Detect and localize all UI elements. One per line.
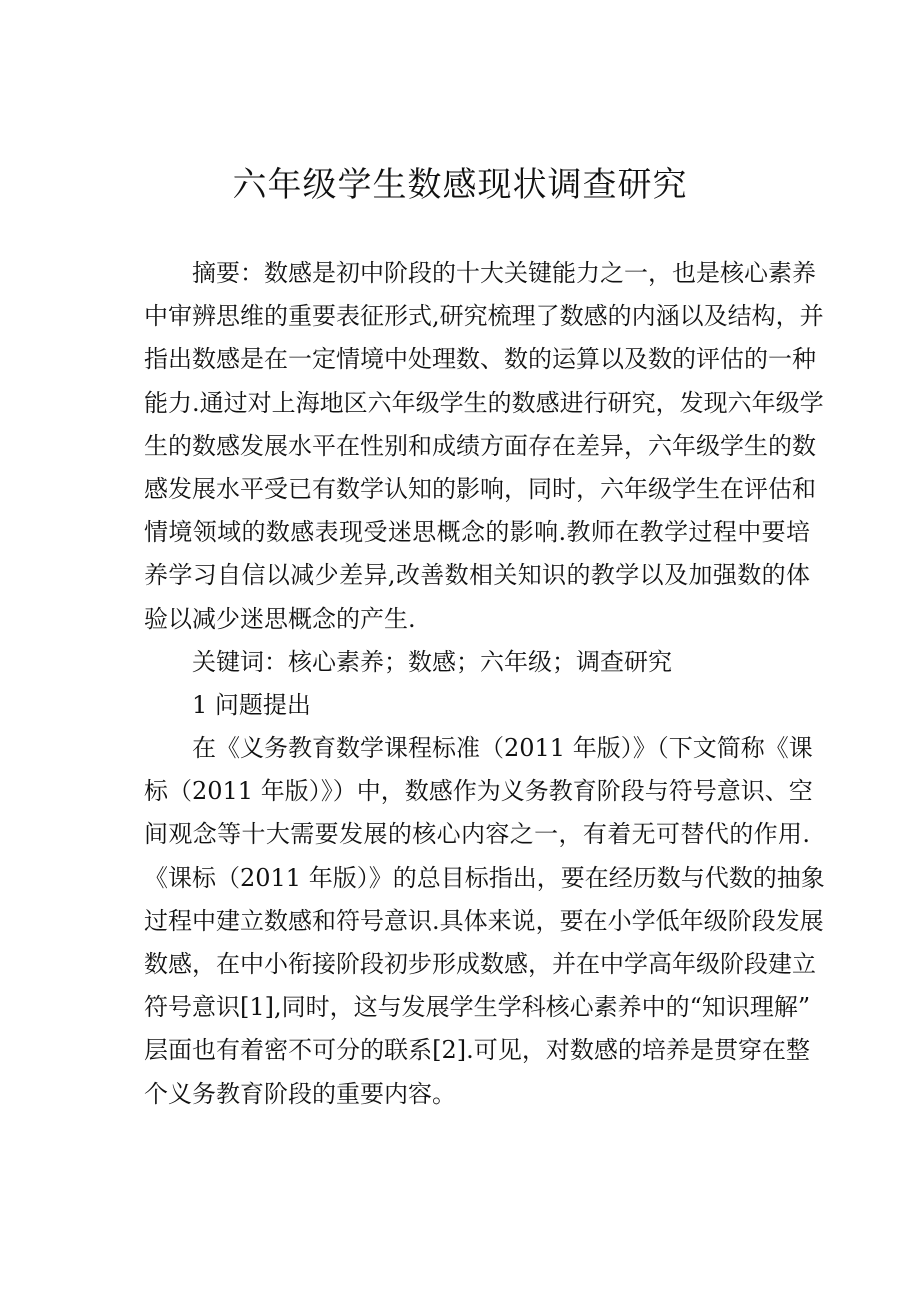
paragraph-line: 过程中建立数感和符号意识.具体来说，要在小学低年级阶段发展 <box>144 906 824 935</box>
paragraph-line: 间观念等十大需要发展的核心内容之一，有着无可替代的作用. <box>144 820 810 849</box>
document-title: 六年级学生数感现状调查研究 <box>232 165 688 205</box>
document-body <box>144 252 825 1116</box>
abstract-line: 生的数感发展水平在性别和成绩方面存在差异，六年级学生的数 <box>144 431 816 460</box>
paragraph-line: 《课标（2011 年版）》的总目标指出，要在经历数与代数的抽象 <box>144 863 825 892</box>
abstract-line: 摘要：数感是初中阶段的十大关键能力之一，也是核心素养 <box>192 259 816 287</box>
abstract-line: 情境领域的数感表现受迷思概念的影响.教师在教学过程中要培 <box>144 518 810 547</box>
paragraph-line: 个义务教育阶段的重要内容。 <box>144 1079 456 1108</box>
abstract-line: 感发展水平受已有数学认知的影响，同时，六年级学生在评估和 <box>144 474 816 503</box>
abstract-line: 养学习自信以减少差异,改善数相关知识的教学以及加强数的体 <box>144 561 810 590</box>
paragraph-line: 在《义务教育数学课程标准（2011 年版）》（下文简称《课 <box>192 734 813 763</box>
paragraph-line: 标（2011 年版）》）中，数感作为义务教育阶段与符号意识、空 <box>144 777 813 806</box>
paragraph-line: 符号意识[1],同时，这与发展学生学科核心素养中的“知识理解” <box>144 993 811 1022</box>
keywords-line: 关键词：核心素养；数感；六年级；调查研究 <box>192 647 672 676</box>
abstract-line: 能力.通过对上海地区六年级学生的数感进行研究，发现六年级学 <box>144 388 824 417</box>
paragraph-line: 层面也有着密不可分的联系[2].可见，对数感的培养是贯穿在整 <box>144 1036 810 1065</box>
paragraph-line: 数感，在中小衔接阶段初步形成数感，并在中学高年级阶段建立 <box>144 950 816 978</box>
abstract-line: 验以减少迷思概念的产生. <box>144 604 416 633</box>
abstract-line: 指出数感是在一定情境中处理数、数的运算以及数的评估的一种 <box>144 345 816 374</box>
section-heading: 1 问题提出 <box>192 690 311 719</box>
abstract-line: 中审辨思维的重要表征形式,研究梳理了数感的内涵以及结构，并 <box>144 302 824 331</box>
